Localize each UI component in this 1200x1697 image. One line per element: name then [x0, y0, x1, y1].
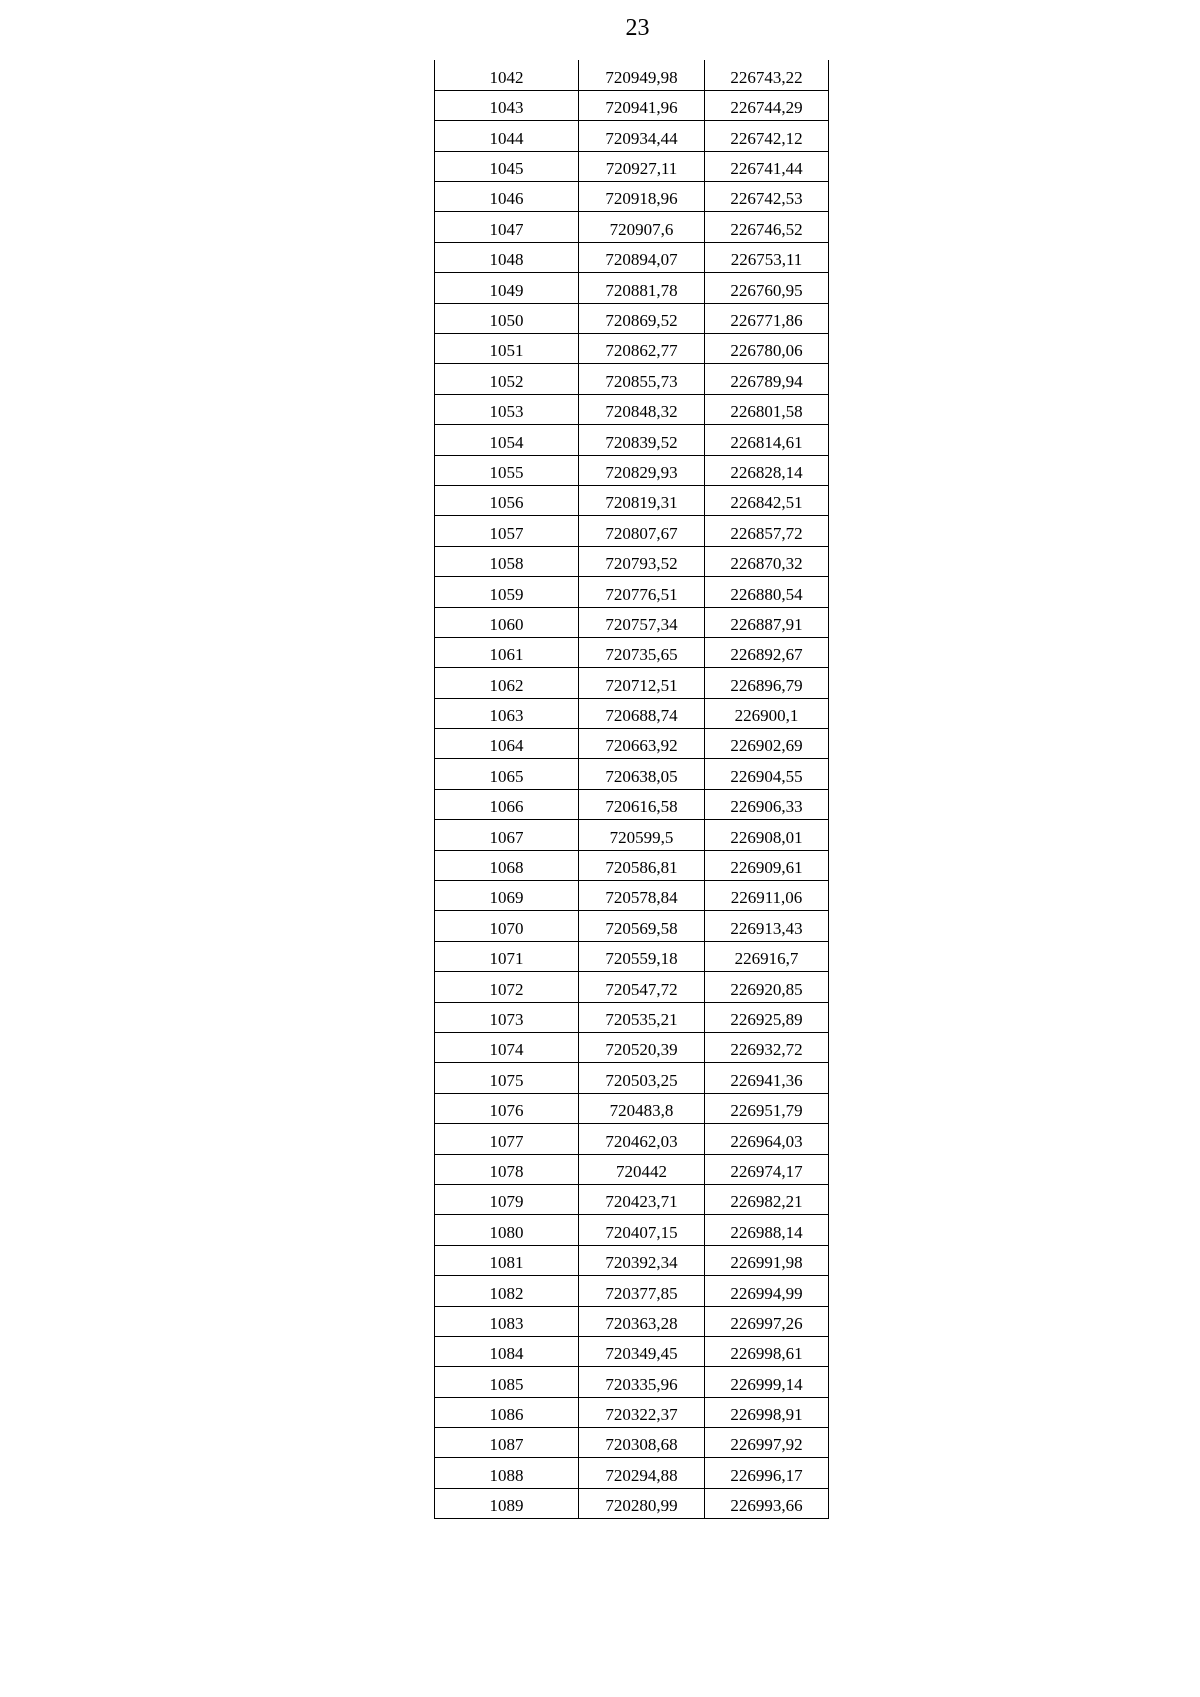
- x-coordinate-cell: 720894,07: [579, 242, 705, 272]
- y-coordinate-cell: 226906,33: [705, 789, 829, 819]
- table-row: [435, 759, 829, 789]
- y-coordinate-cell: 226741,44: [705, 151, 829, 181]
- point-number-cell: 1051: [435, 334, 579, 364]
- table-row: [435, 334, 829, 364]
- x-coordinate-cell: 720927,11: [579, 151, 705, 181]
- y-coordinate-cell: 226911,06: [705, 881, 829, 911]
- point-number-cell: 1077: [435, 1124, 579, 1154]
- point-number-cell: 1052: [435, 364, 579, 394]
- table-row: [435, 303, 829, 333]
- point-number-cell: 1083: [435, 1306, 579, 1336]
- y-coordinate-cell: 226904,55: [705, 759, 829, 789]
- x-coordinate-cell: 720280,99: [579, 1488, 705, 1518]
- x-coordinate-cell: 720569,58: [579, 911, 705, 941]
- y-coordinate-cell: 226902,69: [705, 729, 829, 759]
- table-row: [435, 668, 829, 698]
- point-number-cell: 1076: [435, 1093, 579, 1123]
- x-coordinate-cell: 720599,5: [579, 820, 705, 850]
- y-coordinate-cell: 226909,61: [705, 850, 829, 880]
- table-row: [435, 1488, 829, 1518]
- y-coordinate-cell: 226880,54: [705, 577, 829, 607]
- point-number-cell: 1066: [435, 789, 579, 819]
- table-row: [435, 1428, 829, 1458]
- point-number-cell: 1071: [435, 941, 579, 971]
- table-row: [435, 881, 829, 911]
- x-coordinate-cell: 720547,72: [579, 972, 705, 1002]
- y-coordinate-cell: 226801,58: [705, 394, 829, 424]
- x-coordinate-cell: 720793,52: [579, 546, 705, 576]
- y-coordinate-cell: 226744,29: [705, 90, 829, 120]
- x-coordinate-cell: 720663,92: [579, 729, 705, 759]
- table-row: [435, 1002, 829, 1032]
- table-row: [435, 972, 829, 1002]
- point-number-cell: 1063: [435, 698, 579, 728]
- point-number-cell: 1070: [435, 911, 579, 941]
- table-row: [435, 516, 829, 546]
- y-coordinate-cell: 226974,17: [705, 1154, 829, 1184]
- table-row: [435, 1367, 829, 1397]
- y-coordinate-cell: 226916,7: [705, 941, 829, 971]
- table-row: [435, 607, 829, 637]
- y-coordinate-cell: 226908,01: [705, 820, 829, 850]
- y-coordinate-cell: 226998,61: [705, 1336, 829, 1366]
- x-coordinate-cell: 720442: [579, 1154, 705, 1184]
- x-coordinate-cell: 720819,31: [579, 485, 705, 515]
- y-coordinate-cell: 226742,12: [705, 121, 829, 151]
- y-coordinate-cell: 226994,99: [705, 1276, 829, 1306]
- coordinates-table-body: [435, 60, 829, 1519]
- table-row: [435, 1093, 829, 1123]
- table-row: [435, 911, 829, 941]
- point-number-cell: 1067: [435, 820, 579, 850]
- table-row: [435, 1063, 829, 1093]
- point-number-cell: 1046: [435, 182, 579, 212]
- y-coordinate-cell: 226887,91: [705, 607, 829, 637]
- y-coordinate-cell: 226920,85: [705, 972, 829, 1002]
- y-coordinate-cell: 226780,06: [705, 334, 829, 364]
- table-row: [435, 242, 829, 272]
- table-row: [435, 789, 829, 819]
- x-coordinate-cell: 720869,52: [579, 303, 705, 333]
- x-coordinate-cell: 720918,96: [579, 182, 705, 212]
- point-number-cell: 1061: [435, 637, 579, 667]
- x-coordinate-cell: 720349,45: [579, 1336, 705, 1366]
- point-number-cell: 1047: [435, 212, 579, 242]
- table-row: [435, 850, 829, 880]
- table-row: [435, 729, 829, 759]
- table-row: [435, 637, 829, 667]
- y-coordinate-cell: 226842,51: [705, 485, 829, 515]
- x-coordinate-cell: 720776,51: [579, 577, 705, 607]
- point-number-cell: 1073: [435, 1002, 579, 1032]
- y-coordinate-cell: 226997,92: [705, 1428, 829, 1458]
- point-number-cell: 1081: [435, 1245, 579, 1275]
- table-row: [435, 1306, 829, 1336]
- x-coordinate-cell: 720907,6: [579, 212, 705, 242]
- y-coordinate-cell: 226760,95: [705, 273, 829, 303]
- x-coordinate-cell: 720559,18: [579, 941, 705, 971]
- x-coordinate-cell: 720839,52: [579, 425, 705, 455]
- x-coordinate-cell: 720712,51: [579, 668, 705, 698]
- x-coordinate-cell: 720335,96: [579, 1367, 705, 1397]
- x-coordinate-cell: 720586,81: [579, 850, 705, 880]
- y-coordinate-cell: 226925,89: [705, 1002, 829, 1032]
- point-number-cell: 1080: [435, 1215, 579, 1245]
- y-coordinate-cell: 226951,79: [705, 1093, 829, 1123]
- point-number-cell: 1084: [435, 1336, 579, 1366]
- y-coordinate-cell: 226857,72: [705, 516, 829, 546]
- x-coordinate-cell: 720848,32: [579, 394, 705, 424]
- y-coordinate-cell: 226932,72: [705, 1033, 829, 1063]
- x-coordinate-cell: 720535,21: [579, 1002, 705, 1032]
- point-number-cell: 1049: [435, 273, 579, 303]
- x-coordinate-cell: 720941,96: [579, 90, 705, 120]
- x-coordinate-cell: 720688,74: [579, 698, 705, 728]
- point-number-cell: 1088: [435, 1458, 579, 1488]
- point-number-cell: 1060: [435, 607, 579, 637]
- y-coordinate-cell: 226991,98: [705, 1245, 829, 1275]
- y-coordinate-cell: 226941,36: [705, 1063, 829, 1093]
- y-coordinate-cell: 226993,66: [705, 1488, 829, 1518]
- y-coordinate-cell: 226742,53: [705, 182, 829, 212]
- x-coordinate-cell: 720735,65: [579, 637, 705, 667]
- y-coordinate-cell: 226896,79: [705, 668, 829, 698]
- x-coordinate-cell: 720503,25: [579, 1063, 705, 1093]
- point-number-cell: 1072: [435, 972, 579, 1002]
- x-coordinate-cell: 720829,93: [579, 455, 705, 485]
- point-number-cell: 1055: [435, 455, 579, 485]
- point-number-cell: 1065: [435, 759, 579, 789]
- point-number-cell: 1048: [435, 242, 579, 272]
- x-coordinate-cell: 720407,15: [579, 1215, 705, 1245]
- point-number-cell: 1062: [435, 668, 579, 698]
- y-coordinate-cell: 226964,03: [705, 1124, 829, 1154]
- point-number-cell: 1068: [435, 850, 579, 880]
- x-coordinate-cell: 720757,34: [579, 607, 705, 637]
- table-row: [435, 364, 829, 394]
- y-coordinate-cell: 226771,86: [705, 303, 829, 333]
- point-number-cell: 1078: [435, 1154, 579, 1184]
- table-row: [435, 1276, 829, 1306]
- point-number-cell: 1064: [435, 729, 579, 759]
- point-number-cell: 1054: [435, 425, 579, 455]
- y-coordinate-cell: 226982,21: [705, 1184, 829, 1214]
- point-number-cell: 1086: [435, 1397, 579, 1427]
- y-coordinate-cell: 226997,26: [705, 1306, 829, 1336]
- table-row: [435, 151, 829, 181]
- table-row: [435, 394, 829, 424]
- table-row: [435, 455, 829, 485]
- table-row: [435, 90, 829, 120]
- table-row: [435, 182, 829, 212]
- y-coordinate-cell: 226913,43: [705, 911, 829, 941]
- x-coordinate-cell: 720392,34: [579, 1245, 705, 1275]
- y-coordinate-cell: 226828,14: [705, 455, 829, 485]
- table-row: [435, 1154, 829, 1184]
- point-number-cell: 1069: [435, 881, 579, 911]
- table-row: [435, 1245, 829, 1275]
- table-row: [435, 941, 829, 971]
- point-number-cell: 1082: [435, 1276, 579, 1306]
- table-row: [435, 1033, 829, 1063]
- y-coordinate-cell: 226870,32: [705, 546, 829, 576]
- table-row: [435, 121, 829, 151]
- x-coordinate-cell: 720294,88: [579, 1458, 705, 1488]
- point-number-cell: 1042: [435, 60, 579, 90]
- table-row: [435, 1124, 829, 1154]
- x-coordinate-cell: 720322,37: [579, 1397, 705, 1427]
- y-coordinate-cell: 226814,61: [705, 425, 829, 455]
- table-row: [435, 1397, 829, 1427]
- point-number-cell: 1045: [435, 151, 579, 181]
- point-number-cell: 1058: [435, 546, 579, 576]
- table-row: [435, 273, 829, 303]
- table-row: [435, 1458, 829, 1488]
- table-row: [435, 820, 829, 850]
- x-coordinate-cell: 720616,58: [579, 789, 705, 819]
- y-coordinate-cell: 226746,52: [705, 212, 829, 242]
- x-coordinate-cell: 720638,05: [579, 759, 705, 789]
- point-number-cell: 1056: [435, 485, 579, 515]
- y-coordinate-cell: 226900,1: [705, 698, 829, 728]
- y-coordinate-cell: 226988,14: [705, 1215, 829, 1245]
- x-coordinate-cell: 720578,84: [579, 881, 705, 911]
- point-number-cell: 1075: [435, 1063, 579, 1093]
- table-row: [435, 1184, 829, 1214]
- point-number-cell: 1085: [435, 1367, 579, 1397]
- x-coordinate-cell: 720377,85: [579, 1276, 705, 1306]
- point-number-cell: 1053: [435, 394, 579, 424]
- x-coordinate-cell: 720855,73: [579, 364, 705, 394]
- table-row: [435, 212, 829, 242]
- y-coordinate-cell: 226999,14: [705, 1367, 829, 1397]
- x-coordinate-cell: 720462,03: [579, 1124, 705, 1154]
- x-coordinate-cell: 720483,8: [579, 1093, 705, 1123]
- x-coordinate-cell: 720807,67: [579, 516, 705, 546]
- y-coordinate-cell: 226998,91: [705, 1397, 829, 1427]
- x-coordinate-cell: 720308,68: [579, 1428, 705, 1458]
- table-row: [435, 698, 829, 728]
- table-row: [435, 1336, 829, 1366]
- y-coordinate-cell: 226789,94: [705, 364, 829, 394]
- page-number: 23: [625, 15, 650, 41]
- point-number-cell: 1044: [435, 121, 579, 151]
- table-row: [435, 577, 829, 607]
- table-row: [435, 546, 829, 576]
- x-coordinate-cell: 720934,44: [579, 121, 705, 151]
- point-number-cell: 1074: [435, 1033, 579, 1063]
- point-number-cell: 1079: [435, 1184, 579, 1214]
- coordinates-table: [434, 60, 829, 1519]
- y-coordinate-cell: 226753,11: [705, 242, 829, 272]
- x-coordinate-cell: 720423,71: [579, 1184, 705, 1214]
- y-coordinate-cell: 226996,17: [705, 1458, 829, 1488]
- x-coordinate-cell: 720949,98: [579, 60, 705, 90]
- point-number-cell: 1059: [435, 577, 579, 607]
- y-coordinate-cell: 226743,22: [705, 60, 829, 90]
- x-coordinate-cell: 720520,39: [579, 1033, 705, 1063]
- table-row: [435, 1215, 829, 1245]
- table-row: [435, 60, 829, 90]
- x-coordinate-cell: 720862,77: [579, 334, 705, 364]
- table-row: [435, 485, 829, 515]
- y-coordinate-cell: 226892,67: [705, 637, 829, 667]
- point-number-cell: 1050: [435, 303, 579, 333]
- point-number-cell: 1087: [435, 1428, 579, 1458]
- point-number-cell: 1043: [435, 90, 579, 120]
- x-coordinate-cell: 720363,28: [579, 1306, 705, 1336]
- x-coordinate-cell: 720881,78: [579, 273, 705, 303]
- point-number-cell: 1089: [435, 1488, 579, 1518]
- point-number-cell: 1057: [435, 516, 579, 546]
- table-row: [435, 425, 829, 455]
